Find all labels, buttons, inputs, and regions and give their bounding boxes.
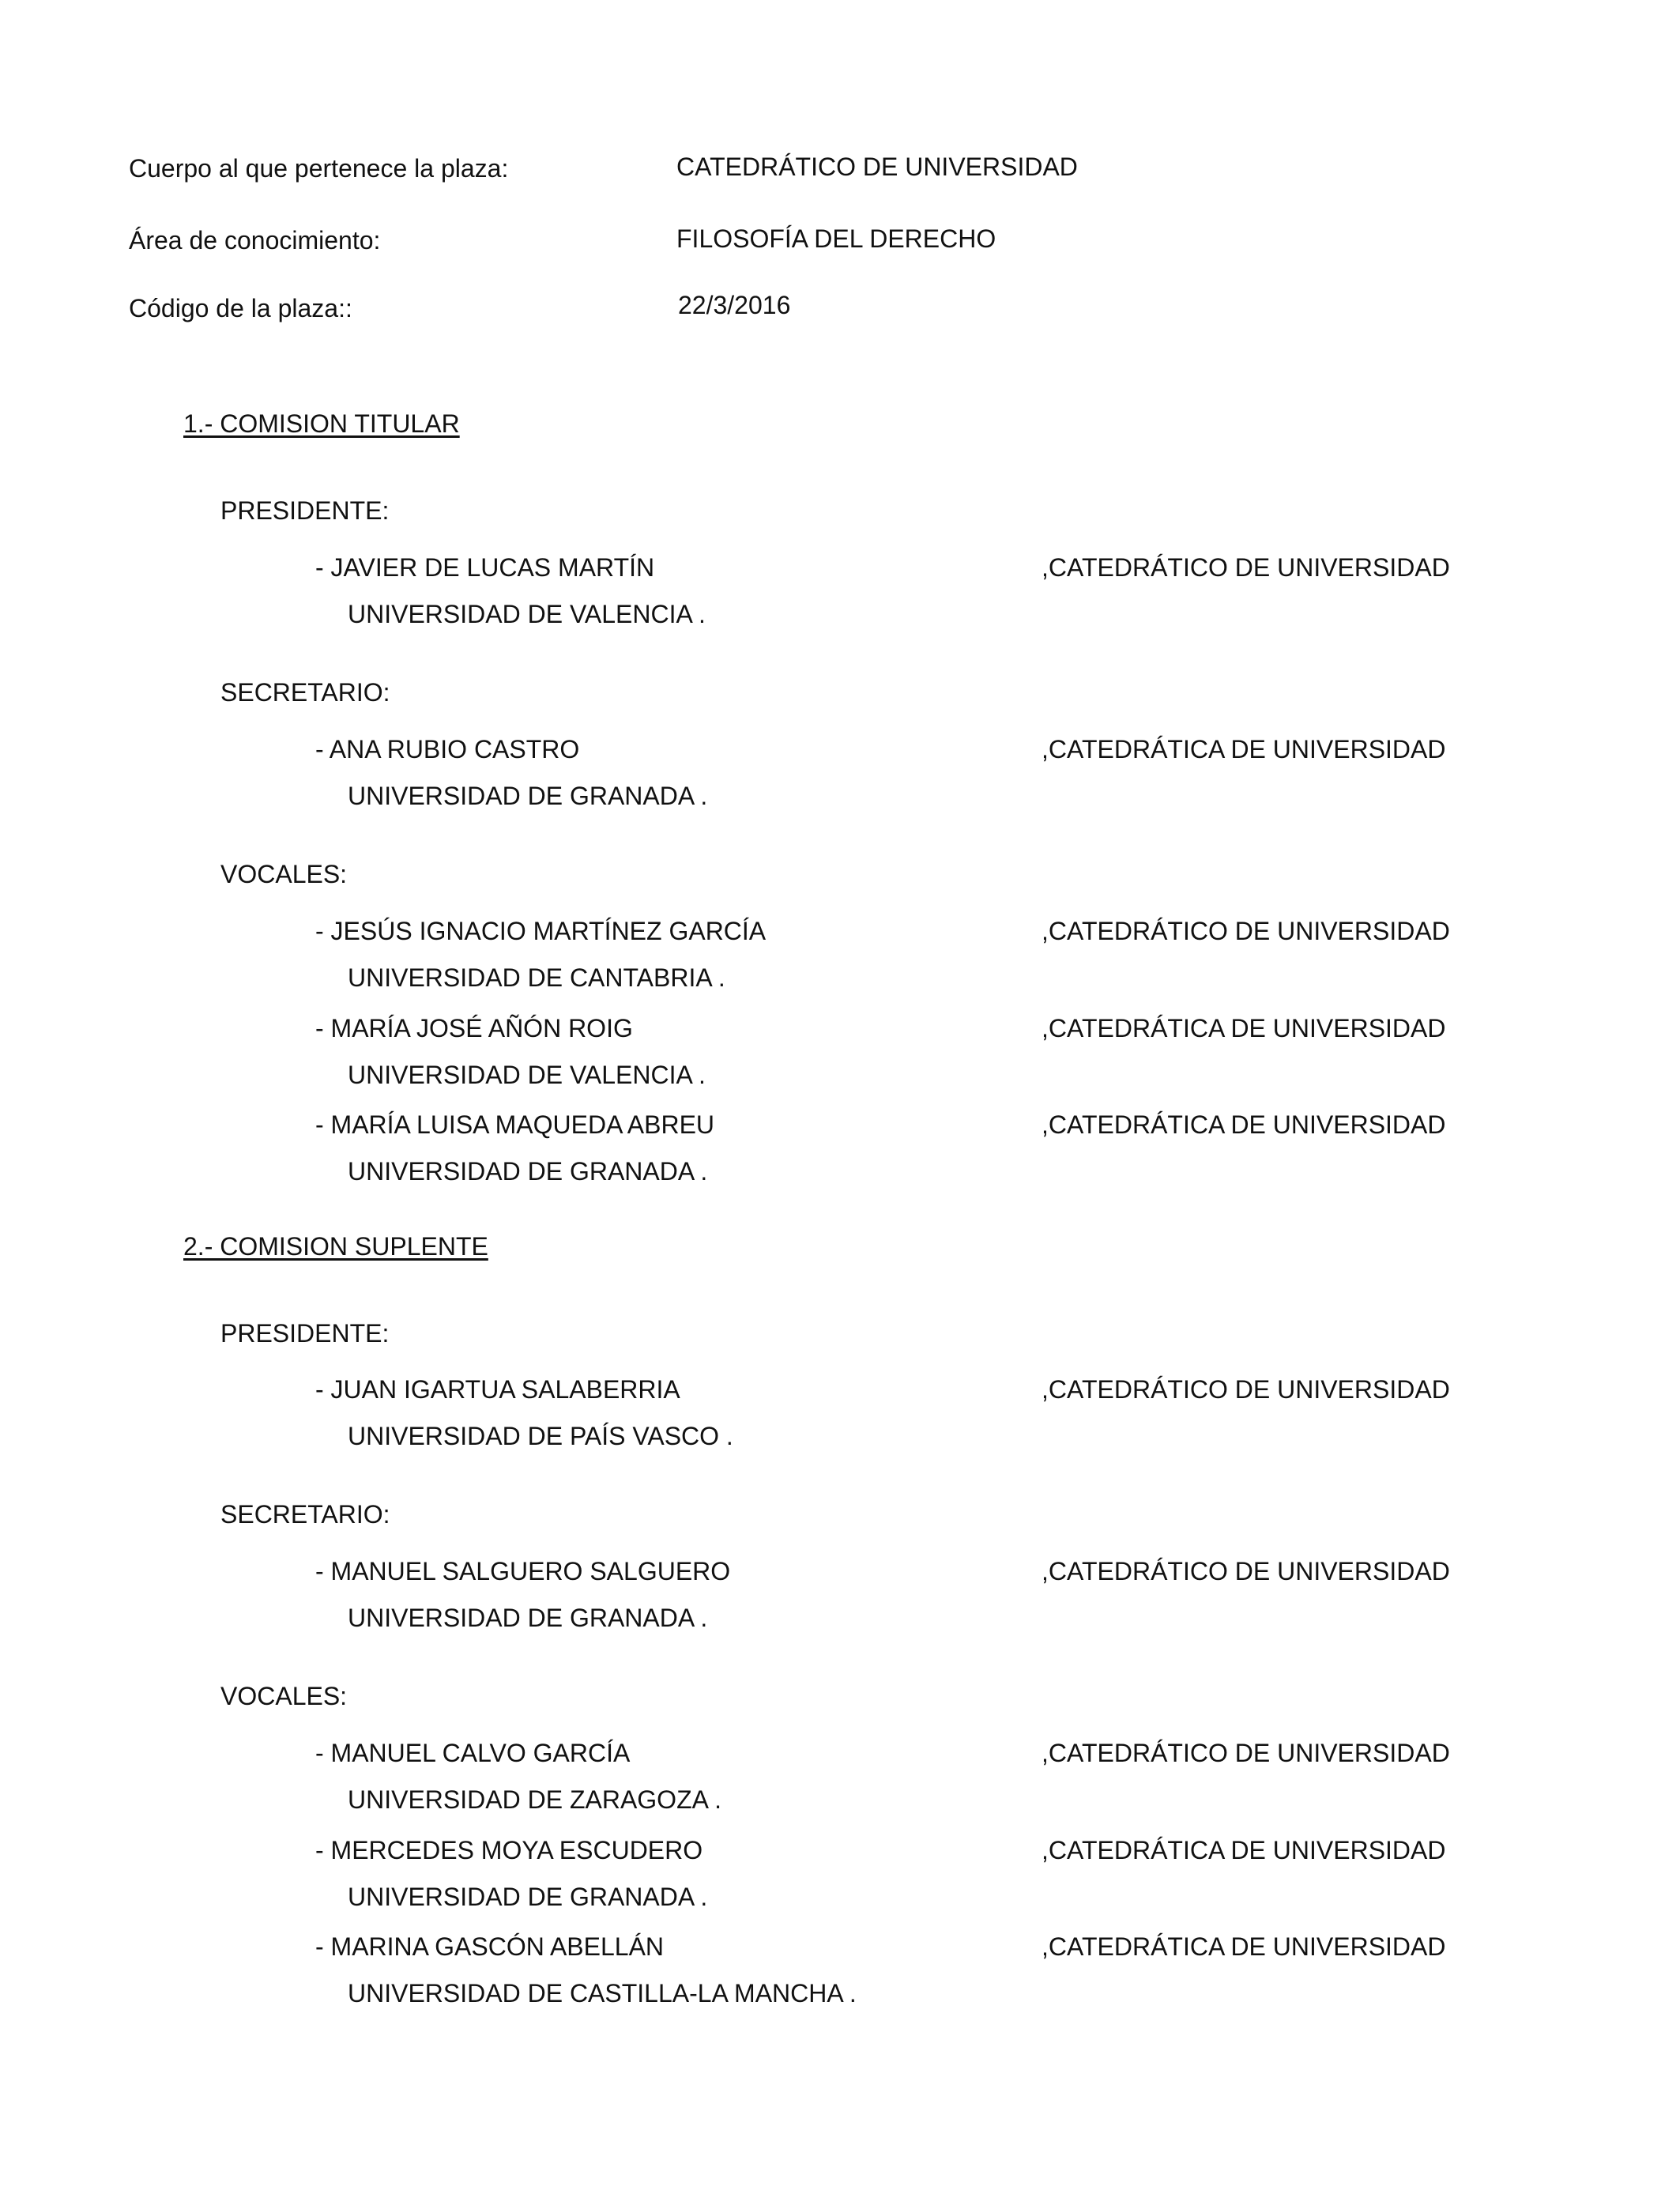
titular-vocales-label: VOCALES: — [220, 860, 348, 888]
titular-secretario-university: UNIVERSIDAD DE GRANADA . — [348, 782, 708, 810]
cuerpo-label: Cuerpo al que pertenece la plaza: — [129, 154, 509, 183]
titular-vocal-3-rank: ,CATEDRÁTICA DE UNIVERSIDAD — [1042, 1110, 1446, 1139]
suplente-vocal-3-name: - MARINA GASCÓN ABELLÁN — [315, 1932, 665, 1961]
suplente-secretario-university: UNIVERSIDAD DE GRANADA . — [348, 1604, 708, 1632]
suplente-vocal-1-name: - MANUEL CALVO GARCÍA — [315, 1739, 631, 1767]
titular-presidente-label: PRESIDENTE: — [220, 496, 390, 525]
suplente-presidente-label: PRESIDENTE: — [220, 1319, 390, 1348]
titular-presidente-rank: ,CATEDRÁTICO DE UNIVERSIDAD — [1042, 553, 1450, 582]
titular-vocal-3-university: UNIVERSIDAD DE GRANADA . — [348, 1157, 708, 1186]
suplente-vocal-2-rank: ,CATEDRÁTICA DE UNIVERSIDAD — [1042, 1836, 1446, 1864]
suplente-vocal-3-university: UNIVERSIDAD DE CASTILLA-LA MANCHA . — [348, 1979, 857, 2007]
codigo-value: 22/3/2016 — [678, 291, 791, 319]
cuerpo-value: CATEDRÁTICO DE UNIVERSIDAD — [676, 153, 1078, 181]
suplente-presidente-name: - JUAN IGARTUA SALABERRIA — [315, 1375, 680, 1404]
suplente-presidente-rank: ,CATEDRÁTICO DE UNIVERSIDAD — [1042, 1375, 1450, 1404]
suplente-secretario-rank: ,CATEDRÁTICO DE UNIVERSIDAD — [1042, 1557, 1450, 1585]
titular-vocal-2-university: UNIVERSIDAD DE VALENCIA . — [348, 1061, 706, 1089]
suplente-vocal-2-name: - MERCEDES MOYA ESCUDERO — [315, 1836, 703, 1864]
titular-secretario-rank: ,CATEDRÁTICA DE UNIVERSIDAD — [1042, 735, 1446, 763]
titular-vocal-1-rank: ,CATEDRÁTICO DE UNIVERSIDAD — [1042, 917, 1450, 945]
titular-secretario-label: SECRETARIO: — [220, 678, 390, 707]
titular-vocal-1-name: - JESÚS IGNACIO MARTÍNEZ GARCÍA — [315, 917, 767, 945]
suplente-secretario-name: - MANUEL SALGUERO SALGUERO — [315, 1557, 731, 1585]
suplente-section-title: 2.- COMISION SUPLENTE — [183, 1232, 488, 1261]
suplente-vocal-1-rank: ,CATEDRÁTICO DE UNIVERSIDAD — [1042, 1739, 1450, 1767]
codigo-label: Código de la plaza:: — [129, 294, 352, 322]
titular-presidente-university: UNIVERSIDAD DE VALENCIA . — [348, 600, 706, 628]
suplente-vocal-3-rank: ,CATEDRÁTICA DE UNIVERSIDAD — [1042, 1932, 1446, 1961]
suplente-presidente-university: UNIVERSIDAD DE PAÍS VASCO . — [348, 1422, 733, 1450]
area-label: Área de conocimiento: — [129, 226, 381, 254]
suplente-vocal-2-university: UNIVERSIDAD DE GRANADA . — [348, 1883, 708, 1911]
titular-vocal-1-university: UNIVERSIDAD DE CANTABRIA . — [348, 963, 725, 992]
suplente-vocales-label: VOCALES: — [220, 1682, 348, 1710]
titular-secretario-name: - ANA RUBIO CASTRO — [315, 735, 580, 763]
titular-vocal-2-name: - MARÍA JOSÉ AÑÓN ROIG — [315, 1014, 633, 1042]
titular-presidente-name: - JAVIER DE LUCAS MARTÍN — [315, 553, 655, 582]
titular-section-title: 1.- COMISION TITULAR — [183, 409, 460, 438]
area-value: FILOSOFÍA DEL DERECHO — [676, 224, 996, 253]
suplente-secretario-label: SECRETARIO: — [220, 1500, 390, 1529]
suplente-vocal-1-university: UNIVERSIDAD DE ZARAGOZA . — [348, 1785, 721, 1814]
titular-vocal-2-rank: ,CATEDRÁTICA DE UNIVERSIDAD — [1042, 1014, 1446, 1042]
titular-vocal-3-name: - MARÍA LUISA MAQUEDA ABREU — [315, 1110, 715, 1139]
